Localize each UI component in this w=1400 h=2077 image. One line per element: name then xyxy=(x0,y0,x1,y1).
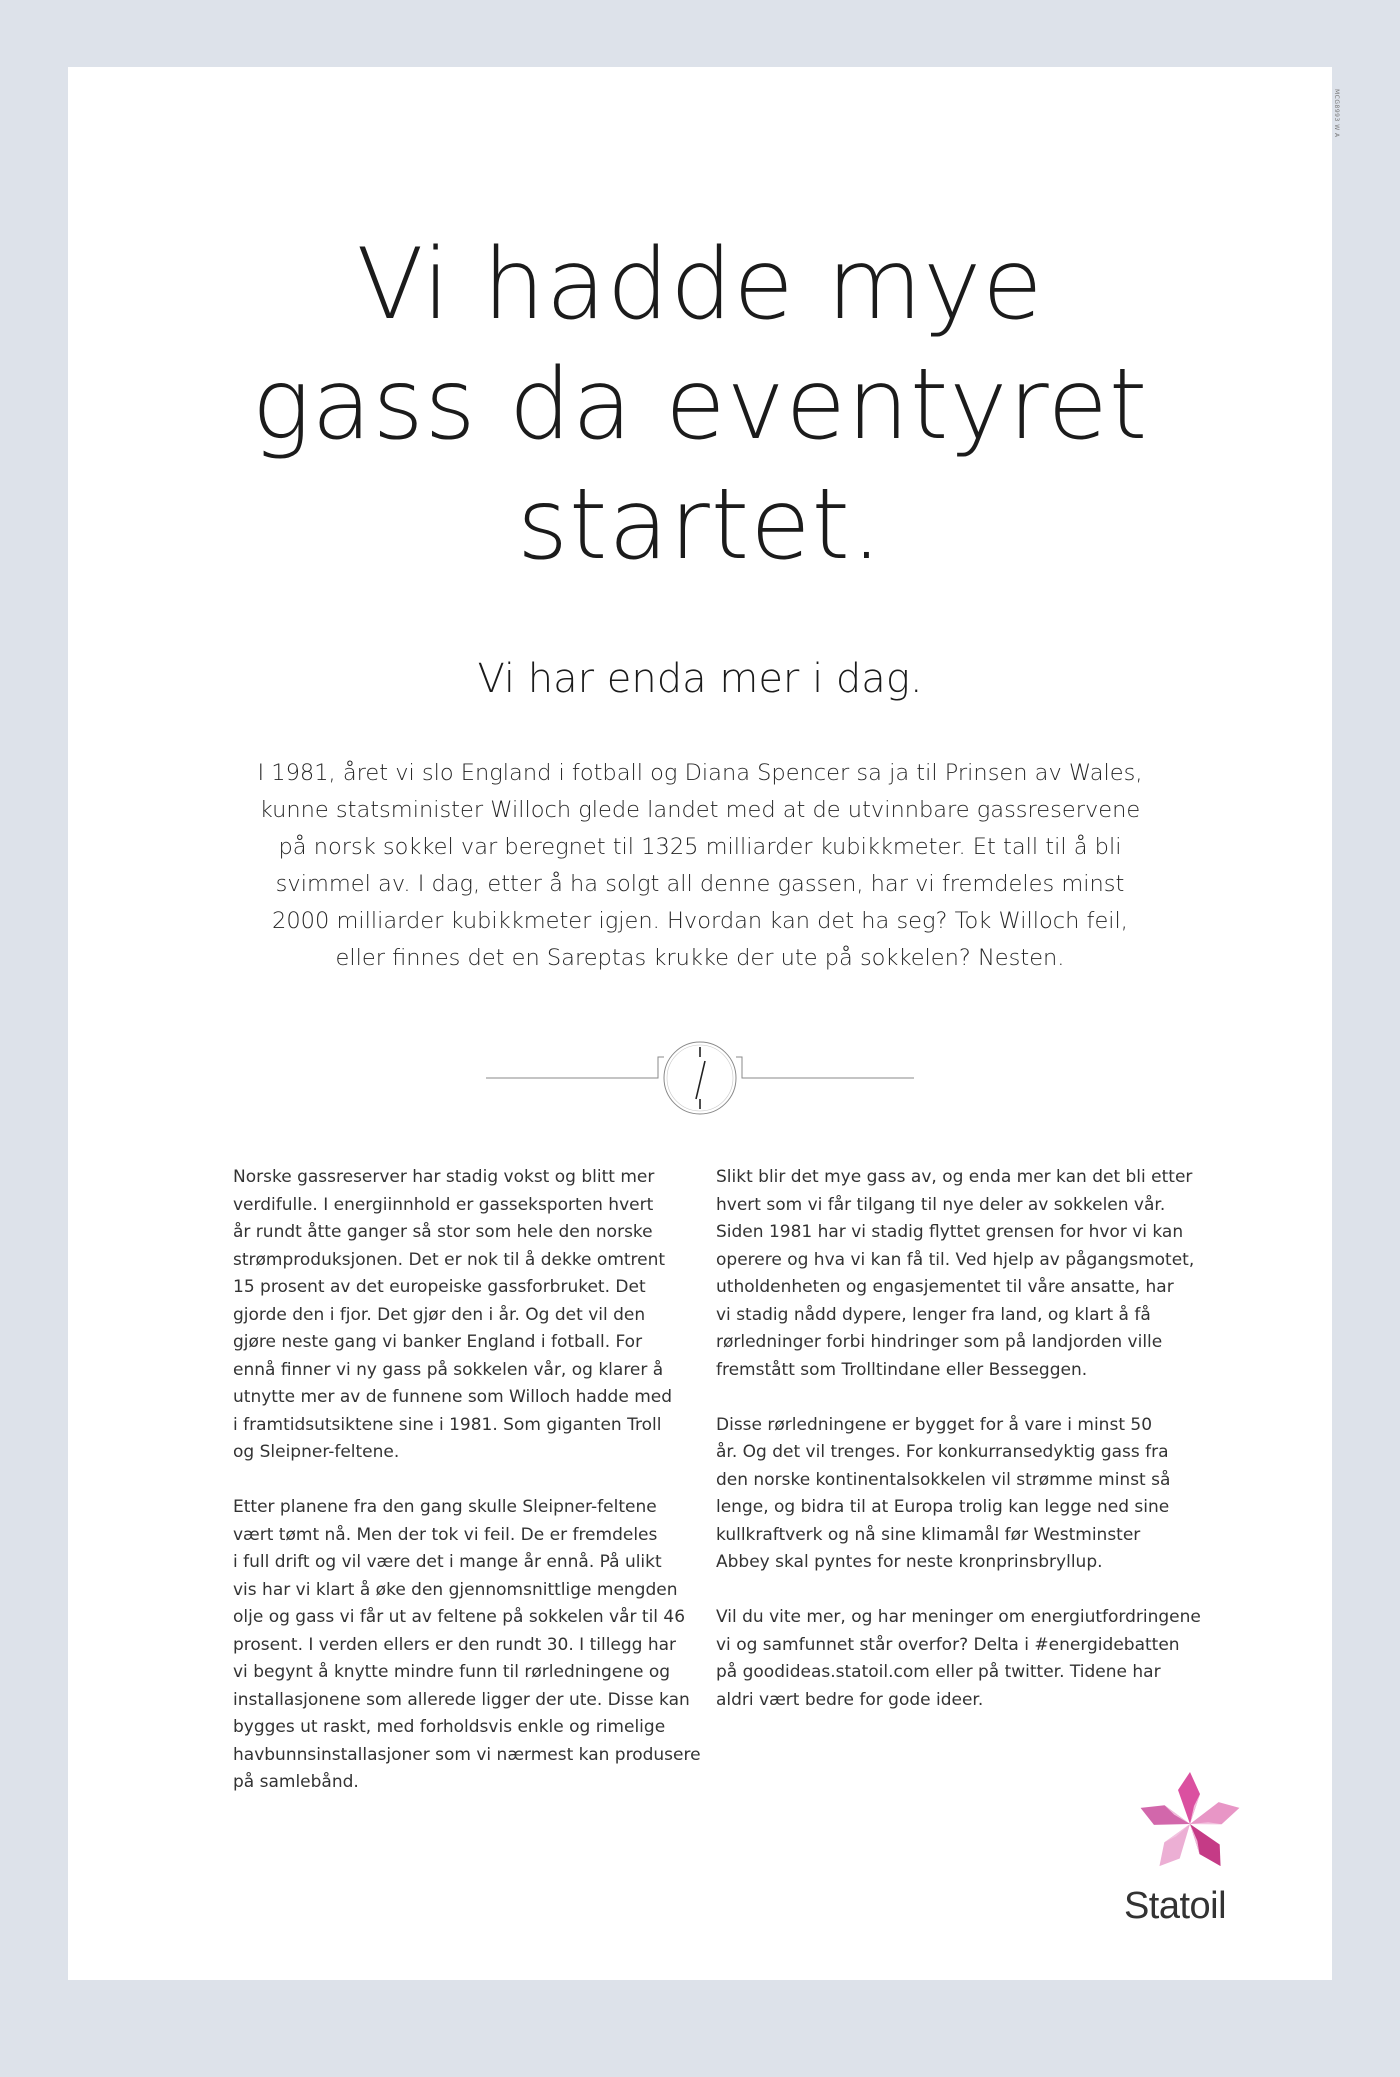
body-line: aldri vært bedre for gode ideer. xyxy=(716,1689,984,1710)
intro-line: 2000 milliarder kubikkmeter igjen. Hvordan kan det ha seg? Tok Willoch feil, xyxy=(272,908,1128,934)
body-line: Abbey skal pyntes for neste kronprinsbryllup. xyxy=(716,1552,1103,1572)
body-line: i framtidsutsiktene sine i 1981. Som giganten Troll xyxy=(233,1414,662,1435)
body-line: kullkraftverk og nå sine klimamål før Westminster xyxy=(716,1524,1141,1545)
intro-line: kunne statsminister Willoch glede landet med at de utvinnbare gassreservene xyxy=(259,797,1141,823)
gauge-divider xyxy=(486,1035,914,1121)
body-line: år. Og det vil trenges. For konkurransedyktig gass fra xyxy=(716,1442,1169,1462)
body-paragraph xyxy=(233,1164,703,1467)
body-line: utnytte mer av de funnene som Willoch hadde med xyxy=(233,1387,673,1407)
subheadline: Vi har enda mer i dag. xyxy=(477,656,923,702)
body-line: år rundt åtte ganger så stor som hele den norske xyxy=(233,1222,653,1242)
body-line: 15 prosent av det europeiske gassforbruket. Det xyxy=(233,1277,646,1297)
body-line: Siden 1981 har vi stadig flyttet grensen for hvor vi kan xyxy=(716,1222,1184,1242)
headline-line: gass da eventyret xyxy=(251,348,1149,462)
body-line: hvert som vi får tilgang til nye deler av sokkelen vår. xyxy=(716,1194,1166,1215)
headline xyxy=(68,225,1332,585)
body-line: utholdenheten og engasjementet til våre ansatte, har xyxy=(716,1277,1174,1297)
headline-line: Vi hadde mye xyxy=(356,228,1044,342)
body-line: lenge, og bidra til at Europa trolig kan legge ned sine xyxy=(716,1497,1170,1517)
body-column-right xyxy=(716,1164,1201,1742)
intro-line: svimmel av. I dag, etter å ha solgt all denne gassen, har vi fremdeles minst xyxy=(275,871,1125,897)
intro-line: I 1981, året vi slo England i fotball og Diana Spencer sa ja til Prinsen av Wales, xyxy=(257,760,1143,786)
body-line: på goodideas.statoil.com eller på twitter. Tidene har xyxy=(716,1662,1161,1682)
body-paragraph xyxy=(716,1412,1186,1577)
body-line: ennå finner vi ny gass på sokkelen vår, og klarer å xyxy=(233,1359,664,1380)
headline-line: startet. xyxy=(516,468,884,582)
statoil-star-icon xyxy=(1135,1769,1245,1879)
print-code: MCG8993 W A xyxy=(1333,89,1340,138)
body-line: og Sleipner-feltene. xyxy=(233,1442,400,1462)
body-line: vi og samfunnet står overfor? Delta i #energidebatten xyxy=(716,1634,1180,1655)
body-column-left xyxy=(233,1164,703,1824)
body-line: gjøre neste gang vi banker England i fotball. For xyxy=(233,1332,643,1352)
body-line: fremstått som Trolltindane eller Besseggen. xyxy=(716,1359,1088,1380)
body-line: vi begynt å knytte mindre funn til rørledningene og xyxy=(233,1662,671,1682)
statoil-wordmark: Statoil xyxy=(1123,1885,1227,1927)
body-line: verdifulle. I energiinnhold er gasseksporten hvert xyxy=(233,1194,654,1215)
body-line: installasjonene som allerede ligger der ute. Disse kan xyxy=(233,1689,690,1710)
statoil-logo xyxy=(1105,1769,1245,1939)
body-line: Disse rørledningene er bygget for å vare i minst 50 xyxy=(716,1414,1153,1435)
intro-line: på norsk sokkel var beregnet til 1325 milliarder kubikkmeter. Et tall til å bli xyxy=(278,834,1122,860)
advertisement-page xyxy=(68,67,1340,1980)
body-line: gjorde den i fjor. Det gjør den i år. Og det vil den xyxy=(233,1304,646,1325)
body-line: på samlebånd. xyxy=(233,1772,359,1792)
divider-bracket-right xyxy=(736,1057,744,1078)
body-line: den norske kontinentalsokkelen vil strømme minst så xyxy=(716,1469,1171,1490)
divider-bracket-left xyxy=(656,1057,664,1078)
intro-line: eller finnes det en Sareptas krukke der ute på sokkelen? Nesten. xyxy=(335,945,1065,971)
body-line: operere og hva vi kan få til. Ved hjelp av pågangsmotet, xyxy=(716,1249,1195,1270)
body-line: Slikt blir det mye gass av, og enda mer kan det bli etter xyxy=(716,1167,1193,1187)
body-line: strømproduksjonen. Det er nok til å dekke omtrent xyxy=(233,1249,666,1270)
body-paragraph xyxy=(716,1164,1195,1384)
body-line: rørledninger forbi hindringer som på landjorden ville xyxy=(716,1332,1163,1352)
body-line: havbunnsinstallasjoner som vi nærmest kan produsere xyxy=(233,1744,701,1765)
body-line: Norske gassreserver har stadig vokst og blitt mer xyxy=(233,1167,655,1187)
body-line: olje og gass vi får ut av feltene på sokkelen vår til 46 xyxy=(233,1607,686,1627)
body-paragraph xyxy=(233,1494,703,1797)
body-line: vært tømt nå. Men der tok vi feil. De er fremdeles xyxy=(233,1524,658,1545)
star-petals xyxy=(1137,1772,1243,1873)
body-line: bygges ut raskt, med forholdsvis enkle og rimelige xyxy=(233,1717,666,1737)
body-line: i full drift og vil være det i mange år ennå. På ulikt xyxy=(233,1552,662,1572)
body-paragraph xyxy=(716,1604,1201,1714)
body-line: Etter planene fra den gang skulle Sleipner-feltene xyxy=(233,1497,657,1517)
body-line: vis har vi klart å øke den gjennomsnittlige mengden xyxy=(233,1579,678,1600)
body-line: prosent. I verden ellers er den rundt 30. I tillegg har xyxy=(233,1634,677,1655)
body-line: vi stadig nådd dypere, lenger fra land, og klart å få xyxy=(716,1304,1151,1325)
body-line: Vil du vite mer, og har meninger om energiutfordringene xyxy=(716,1607,1201,1627)
intro-paragraph xyxy=(230,755,1170,977)
